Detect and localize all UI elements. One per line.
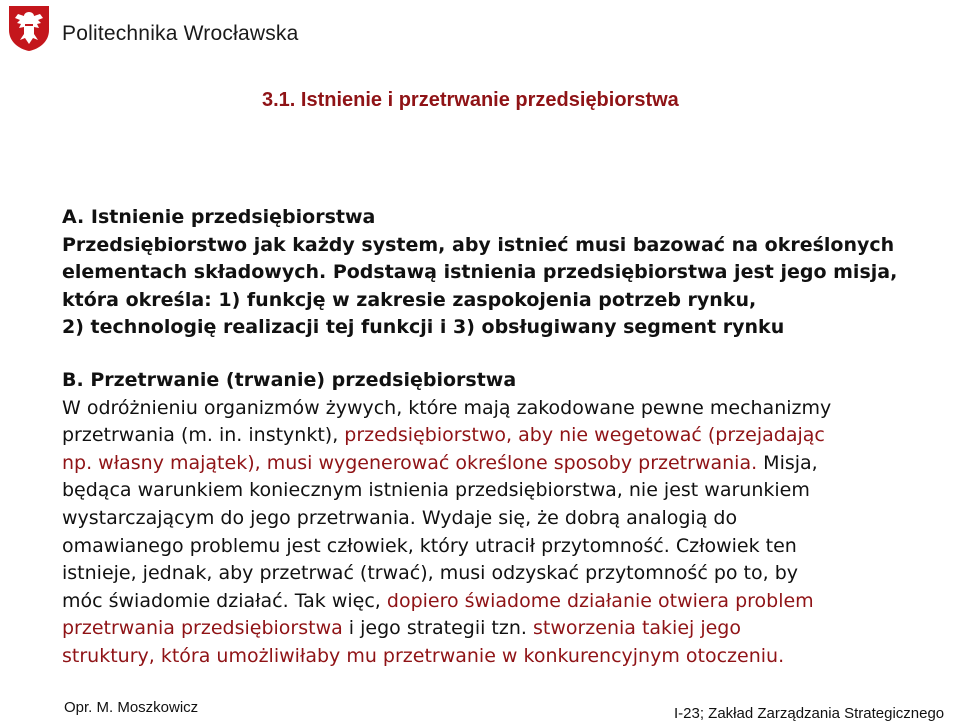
- slide-title: 3.1. Istnienie i przetrwanie przedsiębiorstwa: [262, 89, 679, 111]
- slide-body: [62, 204, 958, 671]
- section-b-line-9-highlight-1: przetrwania przedsiębiorstwa: [62, 617, 343, 640]
- section-b-line-3-highlight: np. własny majątek), musi wygenerować określone sposoby przetrwania.: [62, 451, 758, 474]
- section-b-line-4: będąca warunkiem koniecznym istnienia przedsiębiorstwa, nie jest warunkiem: [62, 479, 810, 502]
- section-a-line-3: która określa: 1) funkcję w zakresie zaspokojenia potrzeb rynku,: [62, 288, 757, 311]
- section-a-heading: A. Istnienie przedsiębiorstwa: [62, 206, 376, 228]
- section-b-line-1: W odróżnieniu organizmów żywych, które mają zakodowane pewne mechanizmy: [62, 396, 832, 419]
- section-b-line-8-highlight: dopiero świadome działanie otwiera problem: [386, 589, 814, 612]
- section-b-line-2: [62, 422, 958, 450]
- section-a-line-2: elementach składowych. Podstawą istnienia przedsiębiorstwa jest jego misja,: [62, 261, 898, 284]
- university-crest-eagle-icon: [6, 4, 52, 52]
- slide-header: [0, 0, 960, 62]
- section-b-line-9-highlight-2: stworzenia takiej jego: [532, 617, 741, 640]
- section-b-line-2-text: przetrwania (m. in. instynkt),: [62, 424, 345, 447]
- section-b-line-6: omawianego problemu jest człowiek, który utracił przytomność. Człowiek ten: [62, 534, 797, 557]
- section-b-line-5: wystarczającym do jego przetrwania. Wydaje się, że dobrą analogią do: [62, 506, 738, 529]
- section-b-line-8-text: móc świadomie działać. Tak więc,: [62, 589, 387, 612]
- footer-page-info: I-23; Zakład Zarządzania Strategicznego: [674, 705, 945, 722]
- section-b-line-7: istnieje, jednak, aby przetrwać (trwać), musi odzyskać przytomność po to, by: [62, 562, 798, 585]
- section-b-line-3: [62, 450, 958, 478]
- section-b-line-2-highlight: przedsiębiorstwo, aby nie wegetować (przejadając: [344, 424, 825, 447]
- footer-author: Opr. M. Moszkowicz: [64, 699, 199, 716]
- section-b-line-9: [62, 615, 958, 643]
- university-name: Politechnika Wrocławska: [62, 22, 299, 45]
- section-b-line-9-text: i jego strategii tzn.: [342, 617, 533, 640]
- section-a-line-1: Przedsiębiorstwo jak każdy system, aby istnieć musi bazować na określonych: [62, 233, 895, 256]
- section-b-heading: B. Przetrwanie (trwanie) przedsiębiorstwa: [62, 368, 517, 391]
- section-b-line-8: [62, 588, 958, 616]
- section-a-line-4: 2) technologię realizacji tej funkcji i 3) obsługiwany segment rynku: [62, 316, 785, 339]
- section-spacer: [62, 342, 958, 367]
- section-b-line-10: struktury, która umożliwiłaby mu przetrwanie w konkurencyjnym otoczeniu.: [62, 644, 785, 667]
- section-b-line-3-text: Misja,: [757, 451, 818, 474]
